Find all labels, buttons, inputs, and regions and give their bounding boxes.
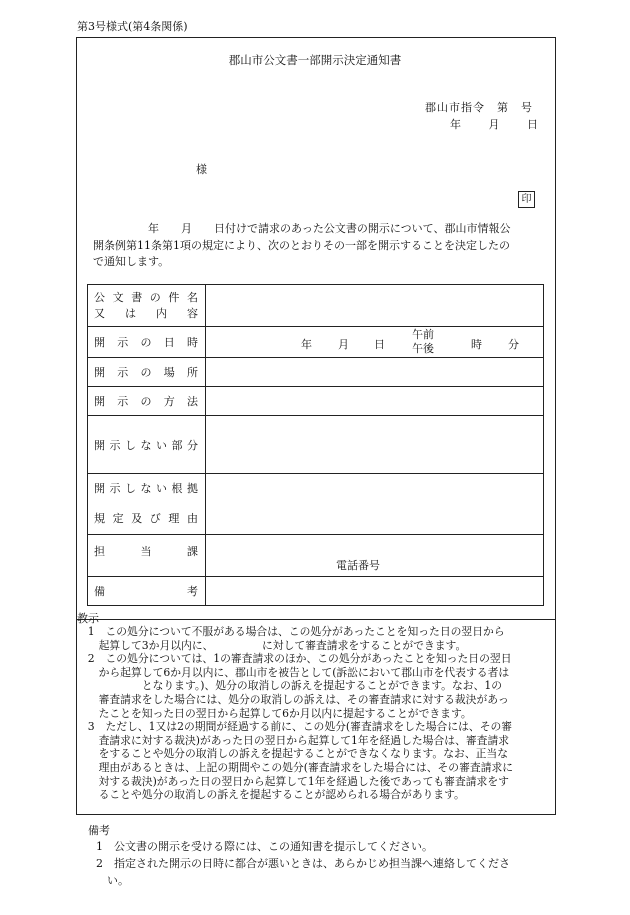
date-year: 年 [450,118,461,131]
instruction-line: 2 この処分については、1の審査請求のほか、この処分があったことを知った日の翌日 [77,652,512,666]
value-disclosure-place [206,358,544,387]
remarks-line: 1 公文書の開示を受ける際には、この通知書を提示してください。 [96,840,433,853]
label-disclosure-datetime [88,327,206,358]
instruction-line: となります。)、処分の取消しの訴えを提起することができます。なお、1の [77,679,503,693]
instruction-line: たことを知った日の翌日から起算して6か月以内に提起することができます。 [77,706,472,720]
row-department [88,535,544,577]
row-undisclosed-part [88,416,544,474]
document-title: 郡山市公文書一部開示決定通知書 [228,53,402,67]
instruction-heading: 教示 [77,612,99,625]
dt-am: 午前 [412,328,434,341]
label-remarks [88,577,206,606]
seal-mark: 印 [518,191,535,208]
row-undisclosed-reason [88,474,544,535]
label-undisclosed-part [88,416,206,474]
value-undisclosed-part [206,416,544,474]
label-line: 公文書の件名 [94,290,198,304]
date-month: 月 [488,118,500,131]
notice-body [93,221,545,271]
body-line: 年 月 日付けで請求のあった公文書の開示について、郡山市情報公 [93,222,511,235]
remarks-heading: 備考 [88,824,110,837]
value-undisclosed-reason [206,474,544,535]
body-line: で通知します。 [93,255,170,268]
label-text: 開示の方法 [94,395,198,408]
label-text: 開示の日時 [94,336,198,349]
row-remarks [88,577,544,606]
phone-number-label: 電話番号 [336,559,380,572]
dt-hour: 時 [471,338,482,351]
addressee-suffix: 様 [196,163,207,176]
label-line: 開示しない根拠 [94,482,198,495]
issuer-number: 郡山市指令 第 号 [425,101,533,114]
label-text: 開示の場所 [94,366,198,379]
instruction-line: 1 この処分について不服がある場合は、この処分があったことを知った日の翌日から [77,625,505,638]
row-document-subject [88,285,544,327]
disclosure-details-table [87,284,544,606]
label-text: 備考 [94,585,198,598]
dt-year: 年 [301,338,312,351]
label-disclosure-method [88,387,206,416]
instruction-line: 3 ただし、1又は2の期間が経過する前に、この処分(審査請求をした場合には、その審 [77,720,513,734]
body-line: 開条例第11条第1項の規定により、次のとおりその一部を開示することを決定したの [93,238,510,252]
row-disclosure-datetime [88,327,544,358]
value-disclosure-method [206,387,544,416]
instruction-line: をすることや処分の取消しの訴えを提起することができなくなります。なお、正当な [77,747,509,761]
instruction-line: 起算して3か月以内に、 に対して審査請求をすることができます。 [77,638,467,652]
label-text: 開示しない部分 [94,438,198,452]
row-disclosure-method [88,387,544,416]
value-disclosure-datetime [206,327,544,358]
dt-minute: 分 [508,338,519,351]
remarks-text [96,838,566,889]
form-id: 第3号様式(第4条関係) [77,20,188,33]
dt-month: 月 [338,338,349,351]
remarks-line: 2 指定された開示の日時に都合が悪いときは、あらかじめ担当課へ連絡してくださ [96,857,510,870]
remarks-line: い。 [96,874,129,887]
instruction-line: から起算して6か月以内に、郡山市を被告として(訴訟において郡山市を代表する者は [77,665,510,679]
label-line: 又 は 内 容 [94,306,198,320]
label-department [88,535,206,577]
date-day: 日 [527,118,538,131]
row-disclosure-place [88,358,544,387]
instruction-line: ることや処分の取消しの訴えを提起することが認められる場合があります。 [77,788,465,802]
label-disclosure-place [88,358,206,387]
dt-pm: 午後 [412,342,434,355]
value-remarks [206,577,544,606]
label-document-subject [88,285,206,327]
label-undisclosed-reason [88,474,206,535]
instruction-line: 理由があるときは、上記の期間やこの処分(審査請求をした場合には、その審査請求に [77,760,514,774]
value-department [206,535,544,577]
instruction-line: 審査請求をした場合には、処分の取消しの訴えは、その審査請求に対する裁決があっ [77,692,509,706]
value-document-subject [206,285,544,327]
issue-date [450,116,538,132]
label-text: 担当課 [94,545,198,558]
dt-day: 日 [374,338,385,351]
label-line: 規定及び理由 [94,512,198,525]
instruction-line: 査請求に対する裁決)があった日の翌日から起算して1年を経過した場合は、審査請求 [77,733,510,747]
instruction-line: 対する裁決)があった日の翌日から起算して1年を経過した後であっても審査請求をす [77,774,509,788]
instruction-text [77,625,559,802]
